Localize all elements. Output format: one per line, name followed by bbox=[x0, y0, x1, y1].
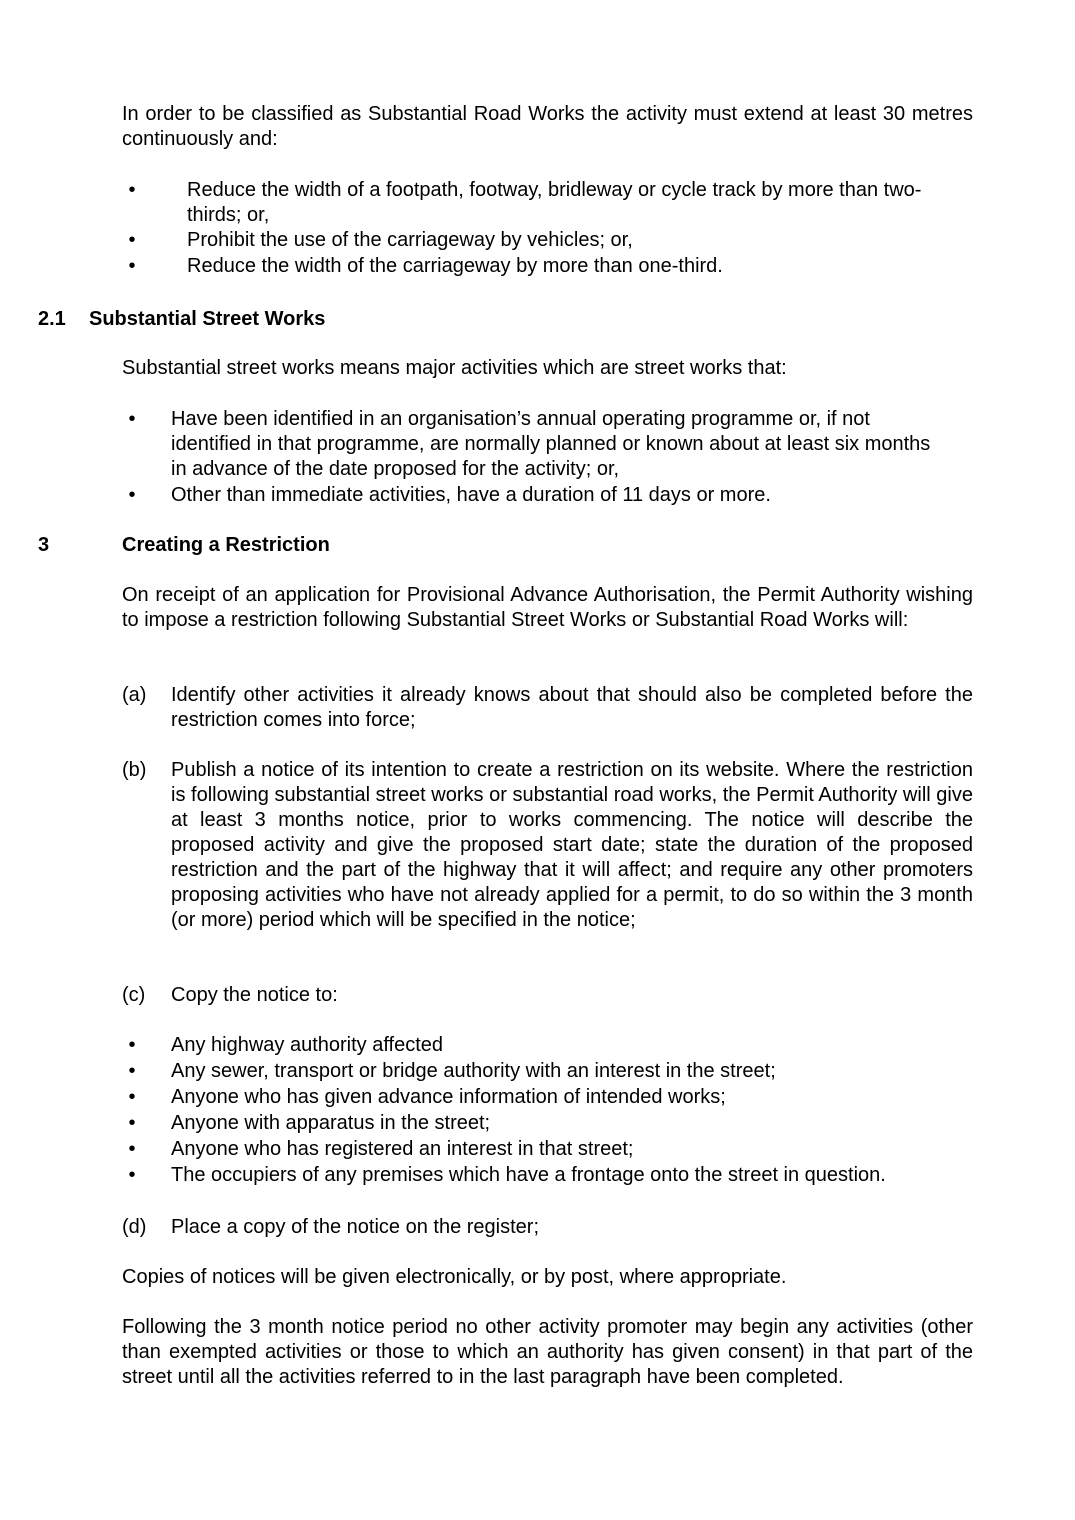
list-item bbox=[122, 483, 973, 509]
bullet-icon: • bbox=[128, 1086, 136, 1108]
list-item bbox=[122, 1137, 973, 1163]
item-letter: (b) bbox=[122, 759, 147, 781]
bullet-icon: • bbox=[128, 229, 136, 251]
list-item bbox=[122, 254, 952, 280]
copy-bullet-list bbox=[122, 1033, 973, 1189]
list-item-text: Have been identified in an organisation’s annual operating programme or, if not identified in that programme, are normally planned or known about at least six months in advance of the date proposed for the activity; or, bbox=[171, 408, 931, 480]
item-letter: (a) bbox=[122, 684, 147, 706]
bullet-icon: • bbox=[128, 1034, 136, 1056]
list-item-text: The occupiers of any premises which have a frontage onto the street in question. bbox=[171, 1164, 886, 1186]
intro-paragraph: In order to be classified as Substantial Road Works the activity must extend at least 30 metres continuously and: bbox=[122, 103, 973, 150]
bullet-icon: • bbox=[128, 1060, 136, 1082]
list-item bbox=[122, 1111, 973, 1137]
section-title: Creating a Restriction bbox=[122, 534, 330, 556]
item-text: Publish a notice of its intention to create a restriction on its website. Where the restriction is following substantial street works or substantial road works, the Permit Authority will give at least 3 months notice, prior to works commencing. The notice will describe the proposed activity and give the proposed start date; state the duration of the proposed restriction and the part of the highway that it will affect; and require any other promoters proposing activities who have not already applied for a permit, to do so within the 3 month (or more) period which will be specified in the notice; bbox=[171, 759, 973, 931]
item-letter: (c) bbox=[122, 984, 146, 1006]
list-item-text: Anyone who has given advance information of intended works; bbox=[171, 1086, 726, 1108]
list-item bbox=[122, 1059, 973, 1085]
list-item bbox=[122, 1163, 973, 1189]
item-letter: (d) bbox=[122, 1216, 147, 1238]
section-number: 3 bbox=[38, 534, 50, 556]
section-paragraph: On receipt of an application for Provisional Advance Authorisation, the Permit Authority wishing to impose a restriction following Substantial Street Works or Substantial Road Works will: bbox=[122, 584, 973, 631]
list-item bbox=[122, 1085, 973, 1111]
list-item-text: Reduce the width of the carriageway by more than one-third. bbox=[187, 255, 723, 277]
section-paragraph: Substantial street works means major activities which are street works that: bbox=[122, 357, 787, 379]
section-number: 2.1 bbox=[38, 308, 66, 330]
list-item bbox=[122, 178, 952, 228]
list-item bbox=[122, 228, 952, 254]
list-item-text: Any highway authority affected bbox=[171, 1034, 444, 1056]
section-bullet-list bbox=[122, 407, 973, 509]
list-item-text: Other than immediate activities, have a duration of 11 days or more. bbox=[171, 484, 771, 506]
list-item-text: Reduce the width of a footpath, footway, bridleway or cycle track by more than two-thirds; or, bbox=[187, 179, 922, 226]
intro-bullet-list bbox=[122, 178, 952, 280]
bullet-icon: • bbox=[128, 1164, 136, 1186]
bullet-icon: • bbox=[128, 1112, 136, 1134]
list-item-text: Anyone who has registered an interest in that street; bbox=[171, 1138, 634, 1160]
item-text: Place a copy of the notice on the register; bbox=[171, 1216, 539, 1238]
list-item-text: Prohibit the use of the carriageway by vehicles; or, bbox=[187, 229, 633, 251]
list-item bbox=[122, 407, 973, 483]
bullet-icon: • bbox=[128, 255, 136, 277]
bullet-icon: • bbox=[128, 408, 136, 430]
list-item-text: Any sewer, transport or bridge authority with an interest in the street; bbox=[171, 1060, 776, 1082]
item-text: Identify other activities it already knows about that should also be completed before the restriction comes into force; bbox=[171, 684, 973, 731]
bullet-icon: • bbox=[128, 484, 136, 506]
copies-paragraph: Copies of notices will be given electronically, or by post, where appropriate. bbox=[122, 1266, 787, 1288]
bullet-icon: • bbox=[128, 1138, 136, 1160]
bullet-icon: • bbox=[128, 179, 136, 201]
section-title: Substantial Street Works bbox=[89, 308, 326, 330]
list-item bbox=[122, 1033, 973, 1059]
following-paragraph: Following the 3 month notice period no other activity promoter may begin any activities (other than exempted activities or those to which an authority has given consent) in that part of the street until all the activities referred to in the last paragraph have been completed. bbox=[122, 1316, 973, 1388]
list-item-text: Anyone with apparatus in the street; bbox=[171, 1112, 491, 1134]
item-text: Copy the notice to: bbox=[171, 984, 338, 1006]
